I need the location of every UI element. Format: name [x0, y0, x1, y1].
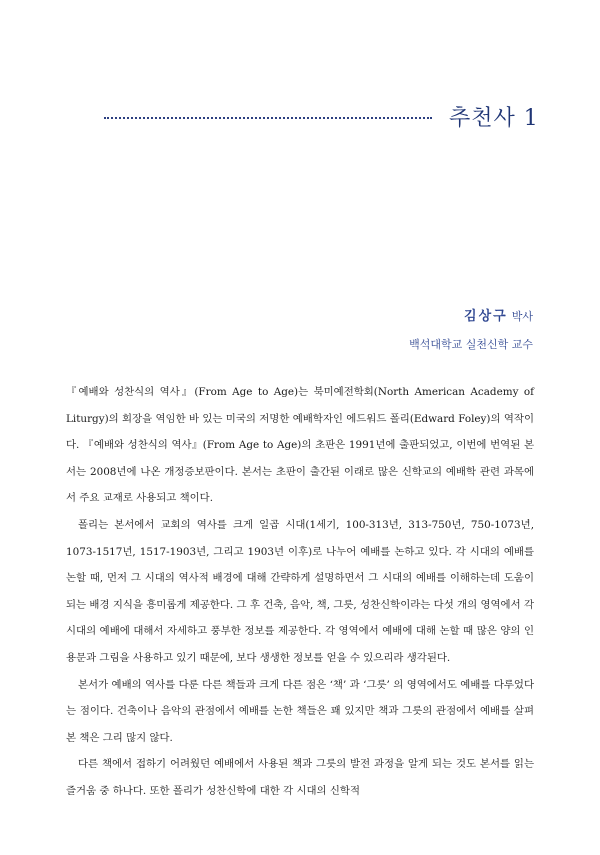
author-line — [409, 305, 533, 324]
author-block — [409, 305, 533, 352]
paragraph-4: 다른 책에서 접하기 어려웠던 예배에서 사용된 책과 그릇의 발전 과정을 알게 되는 것도 본서를 읽는 즐거움 중 하나다. 또한 폴리가 성찬신학에 대한 각 시대의 신학적 — [66, 758, 534, 797]
body-text — [66, 379, 534, 805]
paragraph-3: 본서가 예배의 역사를 다룬 다른 책들과 크게 다른 점은 ‘책’ 과 ‘그릇’ 의 영역에서도 예배를 다루었다는 점이다. 건축이나 음악의 관점에서 예배를 논한 책들은 꽤 있지만 책과 그릇의 관점에서 예배를 살펴본 책은 그리 많지 않다. — [66, 678, 534, 744]
author-affiliation: 백석대학교 실천신학 교수 — [409, 338, 533, 351]
chapter-header — [104, 101, 544, 131]
dotted-leader-line — [104, 117, 432, 119]
chapter-title: 추천사 1 — [449, 106, 539, 131]
paragraph-1: 『예배와 성찬식의 역사』(From Age to Age)는 북미예전학회(North American Academy of Liturgy)의 회장을 역임한 바 있는 미국의 저명한 예배학자인 에드워드 폴리(Edward Foley)의 역작이다. 『예배와 성찬식의 역사』(From Age to Age)의 초판은 1991년에 출판되었고, 이번에 번역된 본서는 2008년에 나온 개정증보판이다. 본서는 초판이 출간된 이래로 많은 신학교의 예배학 관련 과목에서 주요 교재로 사용되고 책이다. — [66, 386, 534, 505]
author-title: 박사 — [511, 310, 533, 323]
paragraph-2: 폴리는 본서에서 교회의 역사를 크게 일곱 시대(1세기, 100-313년, 313-750년, 750-1073년, 1073-1517년, 1517-1903년, 그리고 1903년 이후)로 나누어 예배를 논하고 있다. 각 시대의 예배를 논할 때, 먼저 그 시대의 역사적 배경에 대해 간략하게 설명하면서 그 시대의 예배를 이해하는데 도움이 되는 배경 지식을 흥미롭게 제공한다. 그 후 건축, 음악, 책, 그릇, 성찬신학이라는 다섯 개의 영역에서 각 시대의 예배에 대해서 자세하고 풍부한 정보를 제공한다. 각 영역에서 예배에 대해 논할 때 많은 양의 인용문과 그림을 사용하고 있기 때문에, 보다 생생한 정보를 얻을 수 있으리라 생각된다. — [66, 518, 534, 664]
author-name: 김상구 — [464, 309, 508, 324]
